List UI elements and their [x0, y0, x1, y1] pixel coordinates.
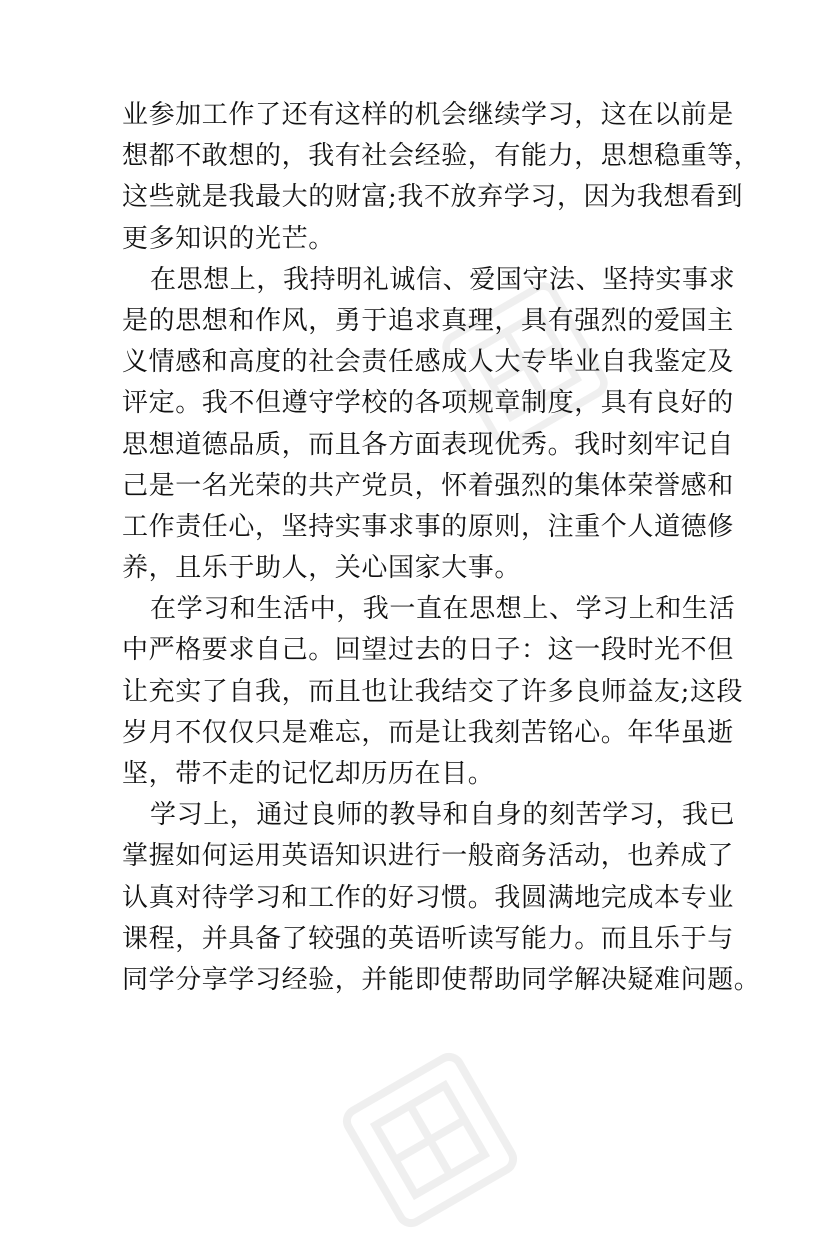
text-line: 在学习和生活中，我一直在思想上、学习上和生活 — [150, 594, 736, 625]
text-line: 业参加工作了还有这样的机会继续学习，这在以前是 — [122, 100, 734, 130]
text-line: 更多知识的光芒。 — [122, 223, 335, 254]
watermark-seal-icon — [330, 1040, 530, 1240]
text-line: 在思想上，我持明礼诚信、爱国守法、坚持实事求 — [150, 264, 736, 295]
text-line: 认真对待学习和工作的好习惯。我圆满地完成本专业 — [122, 882, 734, 913]
paragraph — [122, 95, 761, 260]
text-line: 让充实了自我，而且也让我结交了许多良师益友;这段 — [122, 676, 744, 707]
text-line: 岁月不仅仅只是难忘，而是让我刻苦铭心。年华虽逝 — [122, 717, 734, 748]
paragraph — [122, 260, 736, 590]
text-line: 学习上，通过良师的教导和自身的刻苦学习，我已 — [150, 800, 736, 831]
text-line: 工作责任心，坚持实事求事的原则，注重个人道德修 — [122, 511, 734, 542]
text-line: 是的思想和作风，勇于追求真理，具有强烈的爱国主 — [122, 305, 734, 336]
text-line: 坚，带不走的记忆却历历在目。 — [122, 759, 495, 789]
text-line: 评定。我不但遵守学校的各项规章制度，具有良好的 — [122, 388, 734, 419]
text-line: 这些就是我最大的财富;我不放弃学习，因为我想看到 — [122, 182, 744, 213]
document-body — [122, 95, 761, 1001]
text-line: 义情感和高度的社会责任感成人大专毕业自我鉴定及 — [122, 347, 734, 378]
text-line: 想都不敢想的，我有社会经验，有能力，思想稳重等， — [122, 141, 761, 172]
paragraph — [122, 589, 744, 795]
text-line: 课程，并具备了较强的英语听读写能力。而且乐于与 — [122, 923, 734, 954]
text-line: 同学分享学习经验，并能即使帮助同学解决疑难问题。 — [122, 964, 761, 995]
text-line: 中严格要求自己。回望过去的日子：这一段时光不但 — [122, 635, 734, 666]
paragraph — [122, 795, 761, 1001]
text-line: 己是一名光荣的共产党员，怀着强烈的集体荣誉感和 — [122, 470, 734, 501]
text-line: 思想道德品质，而且各方面表现优秀。我时刻牢记自 — [122, 429, 734, 460]
text-line: 掌握如何运用英语知识进行一般商务活动，也养成了 — [122, 841, 734, 872]
text-line: 养，且乐于助人，关心国家大事。 — [122, 553, 522, 584]
